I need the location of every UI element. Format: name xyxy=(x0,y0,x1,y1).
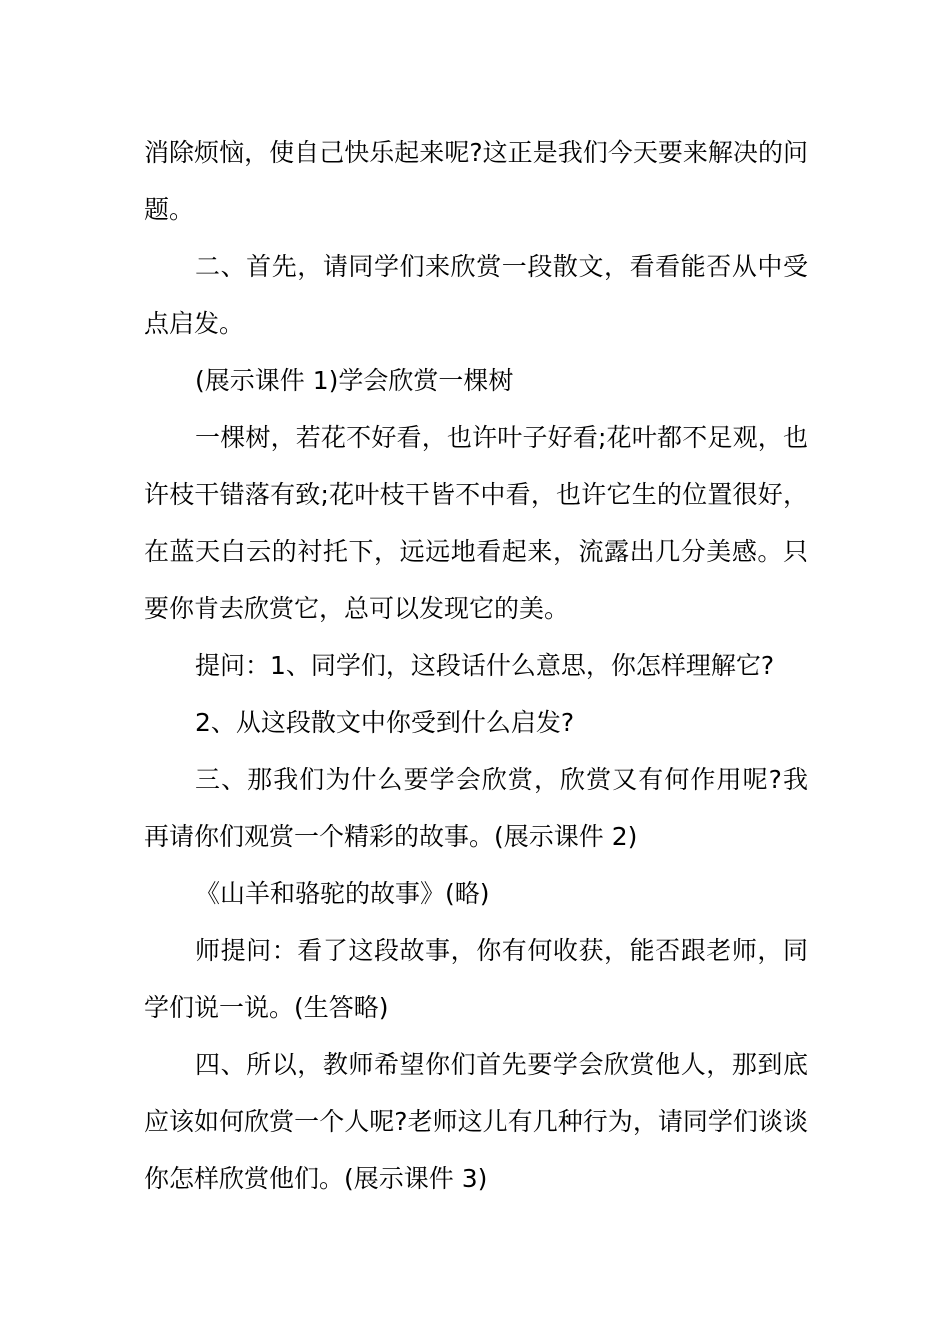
paragraph-intro-continuation: 消除烦恼，使自己快乐起来呢?这正是我们今天要来解决的问题。 xyxy=(144,138,808,224)
document-body xyxy=(144,124,808,1207)
paragraph-section-three: 三、那我们为什么要学会欣赏，欣赏又有何作用呢?我再请你们观赏一个精彩的故事。(展示课件 2) xyxy=(144,765,808,851)
paragraph-story-title: 《山羊和骆驼的故事》(略) xyxy=(195,879,490,908)
paragraph-courseware-1-title: (展示课件 1)学会欣赏一棵树 xyxy=(195,366,514,395)
paragraph-section-four: 四、所以，教师希望你们首先要学会欣赏他人，那到底应该如何欣赏一个人呢?老师这儿有几种行为，请同学们谈谈你怎样欣赏他们。(展示课件 3) xyxy=(144,1050,808,1193)
paragraph-tree-essay: 一棵树，若花不好看，也许叶子好看;花叶都不足观，也许枝干错落有致;花叶枝干皆不中看，也许它生的位置很好，在蓝天白云的衬托下，远远地看起来，流露出几分美感。只要你肯去欣赏它，总可以发现它的美。 xyxy=(144,423,808,623)
paragraph-question-1: 提问：1、同学们，这段话什么意思，你怎样理解它? xyxy=(195,651,775,680)
paragraph-teacher-question: 师提问：看了这段故事，你有何收获，能否跟老师，同学们说一说。(生答略) xyxy=(144,936,808,1022)
paragraph-question-2: 2、从这段散文中你受到什么启发? xyxy=(195,708,575,737)
paragraph-section-two: 二、首先，请同学们来欣赏一段散文，看看能否从中受点启发。 xyxy=(144,252,808,338)
